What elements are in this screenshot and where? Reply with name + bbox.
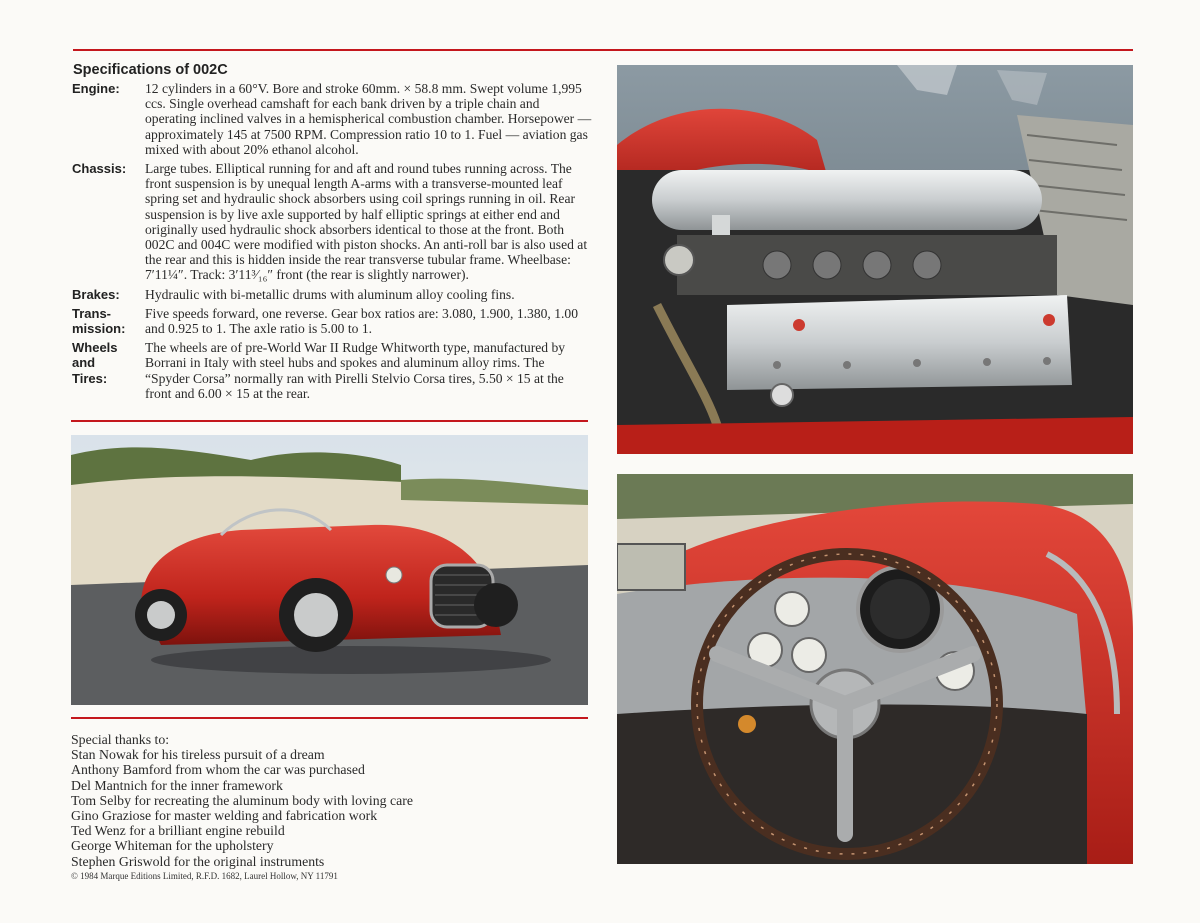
car-photo [71, 435, 588, 705]
spec-row-engine [72, 81, 592, 157]
spec-text: The wheels are of pre-World War II Rudge Whitworth type, manufactured by Borrani in Italy with steel hubs and spokes and aluminum alloy rims. The “Spyder Corsa” normally ran with Pirelli Stelvio Corsa tires, 5.50 × 15 at the front and 6.00 × 15 at the rear. [145, 340, 566, 401]
thanks-item: Stephen Griswold for the original instruments [71, 853, 325, 869]
thanks-item: Stan Nowak for his tireless pursuit of a dream [71, 747, 325, 763]
special-thanks-section [71, 732, 591, 869]
thanks-item: George Whiteman for the upholstery [71, 838, 274, 854]
spec-row-chassis [72, 161, 592, 283]
thanks-item: Gino Graziose for master welding and fabrication work [71, 808, 378, 824]
engine-photo [617, 65, 1133, 454]
spec-row-wheels-tires [72, 340, 592, 401]
copyright-notice: © 1984 Marque Editions Limited, R.F.D. 1682, Laurel Hollow, NY 11791 [71, 871, 338, 881]
spec-text: Five speeds forward, one reverse. Gear box ratios are: 3.080, 1.900, 1.380, 1.00 and 0.925 to 1. The axle ratio is 5.00 to 1. [145, 305, 578, 337]
thanks-item: Anthony Bamford from whom the car was purchased [71, 762, 365, 778]
thanks-item: Ted Wenz for a brilliant engine rebuild [71, 823, 285, 839]
thanks-item: Del Mantnich for the inner framework [71, 777, 283, 793]
spec-label: Engine: [72, 81, 120, 96]
spec-label: Brakes: [72, 286, 120, 302]
spec-text: 12 cylinders in a 60°V. Bore and stroke 60mm. × 58.8 mm. Swept volume 1,995 ccs. Single overhead camshaft for each bank driven by a triple chain and operating inclined valves in a hemispherical combustion chamber. Horsepower — approximately 145 at 7500 RPM. Compression ratio 10 to 1. Fuel — aviation gas mixed with about 20% ethanol alcohol. [145, 81, 592, 157]
specifications-title: Specifications of 002C [73, 62, 228, 78]
spec-row-transmission [72, 306, 592, 336]
spec-label: Trans- mission: [72, 305, 126, 337]
spec-label: Wheels and Tires: [72, 340, 118, 386]
spec-text: Large tubes. Elliptical running for and aft and round tubes running across. The front suspension is by unequal length A-arms with a transverse-mounted leaf spring set and hydraulic shock absorbers using coil springs running in oil. Rear suspension is by live axle supported by half elliptic springs at either end and originally used hydraulic shock absorbers identical to those at the front. Both 002C and 004C were modified with piston shocks. An anti-roll bar is also used at the rear and this is hidden inside the rear transverse tubular frame. Wheelbase: 7′11¼″. Track: 3′11³⁄₁₆″ front (the rear is slightly narrower). [145, 161, 588, 283]
spec-label: Chassis: [72, 161, 127, 177]
spec-row-brakes [72, 287, 592, 302]
lower-divider-rule [71, 717, 588, 719]
middle-divider-rule [71, 420, 588, 422]
thanks-item: Tom Selby for recreating the aluminum body with loving care [71, 792, 413, 808]
spec-text: Hydraulic with bi-metallic drums with aluminum alloy cooling fins. [145, 286, 515, 302]
specifications-section [72, 62, 592, 405]
thanks-heading: Special thanks to: [71, 732, 170, 747]
dashboard-photo [617, 474, 1133, 864]
top-divider-rule [73, 49, 1133, 51]
